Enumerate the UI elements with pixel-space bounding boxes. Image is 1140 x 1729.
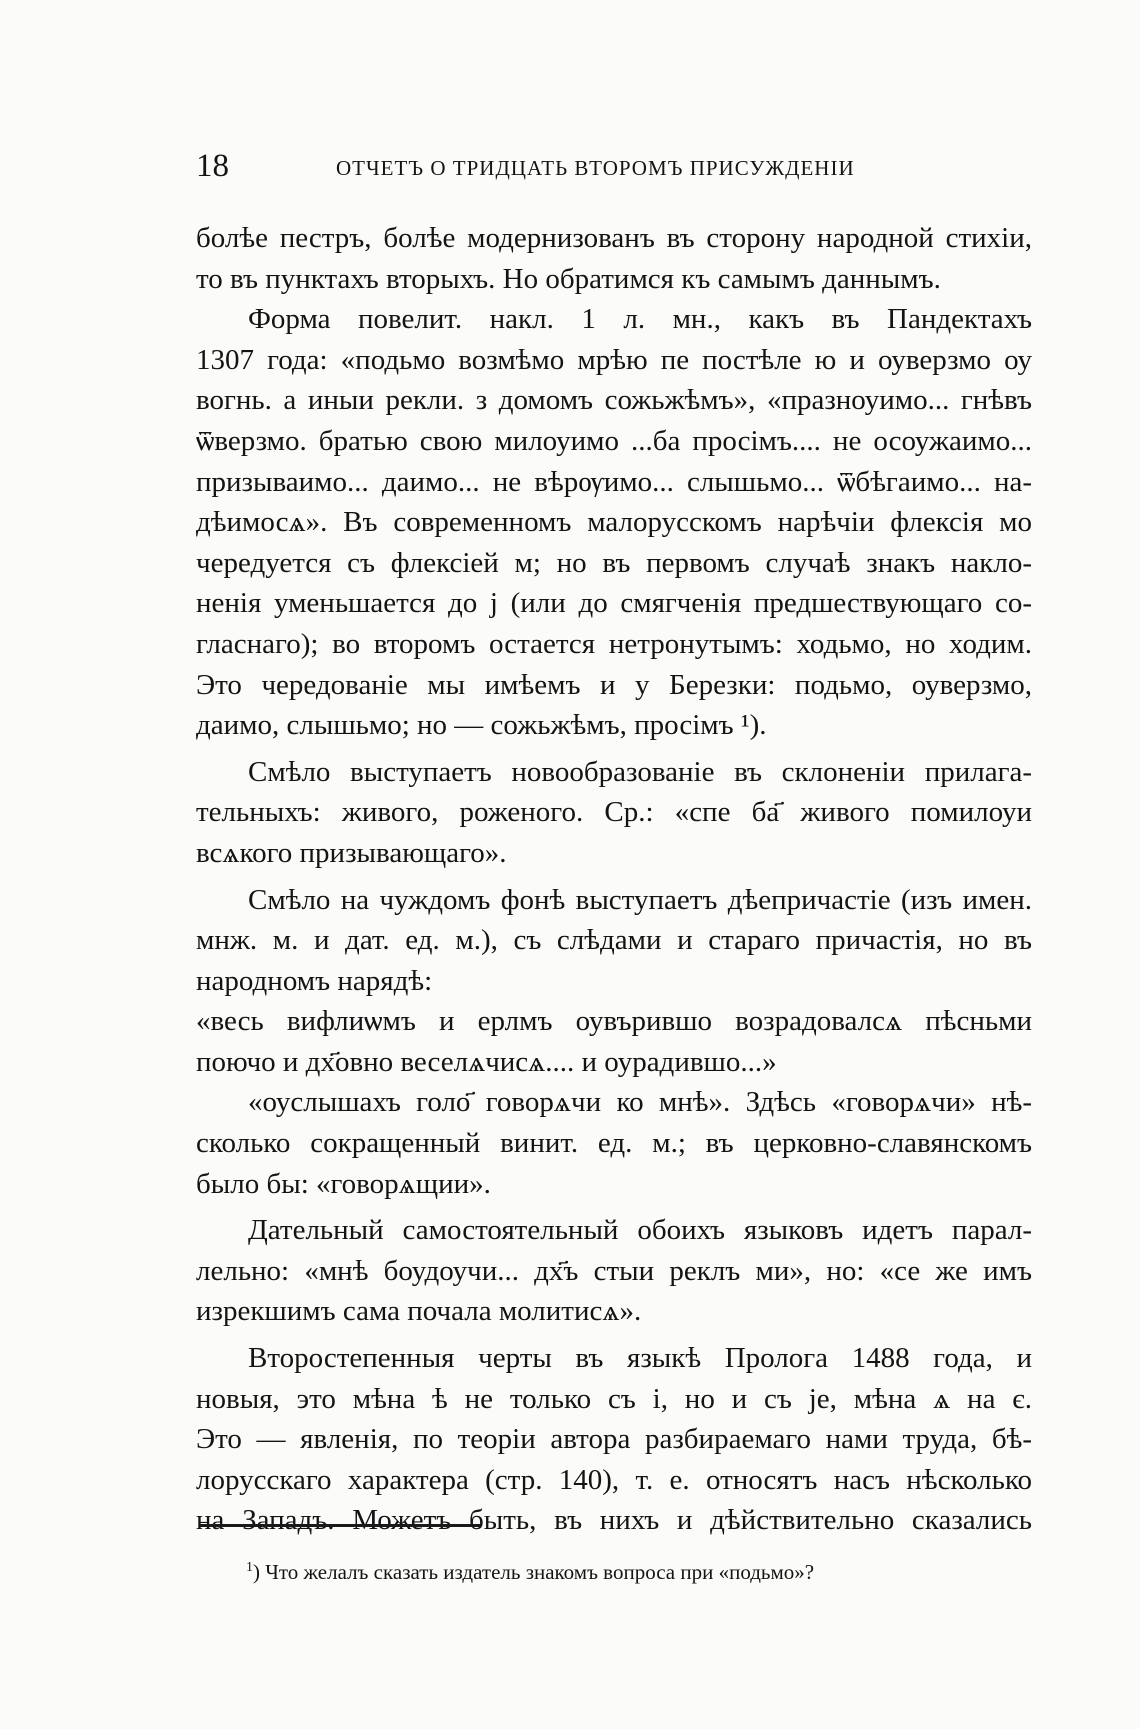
- text-line: изрекшимъ сама почала молитисѧ».: [196, 1295, 642, 1328]
- text-line: лельно: «мнѣ боудоучи... дх҃ъ стыи реклъ ми», но: «се же имъ: [196, 1254, 1032, 1287]
- text-line: всѧкого призывающаго».: [196, 836, 507, 869]
- text-line: новыя, это мѣна ѣ не только съ і, но и съ је, мѣна ѧ на є.: [196, 1382, 1032, 1415]
- text-line: Это — явленія, по теоріи автора разбираемаго нами труда, бѣ-: [196, 1423, 1032, 1456]
- text-line: дѣимосѧ». Въ современномъ малорусскомъ нарѣчіи флексія мо: [196, 506, 1032, 539]
- body-text: [196, 218, 1032, 1541]
- text-line: Форма повелит. накл. 1 л. мн., какъ въ Пандектахъ: [248, 303, 1032, 336]
- text-line: ѿверзмо. братью свою милоуимо ...ба просімъ.... не осоужаимо...: [196, 424, 1032, 457]
- text-line: лорусскаго характера (стр. 140), т. е. относятъ насъ нѣсколько: [196, 1463, 1032, 1496]
- text-line: призываимо... даимо... не вѣрѹимо... слышьмо... ѿбѣгаимо... на-: [196, 465, 1032, 498]
- footnote-divider: [200, 1524, 480, 1527]
- text-line: вогнь. а иныи рекли. з домомъ сожьжѣмъ», «празноуимо... гнѣвъ: [196, 384, 1032, 417]
- text-line: на Западъ. Можетъ быть, въ нихъ и дѣйствительно сказались: [196, 1504, 1032, 1537]
- running-head: ОТЧЕТЪ О ТРИДЦАТЬ ВТОРОМЪ ПРИСУЖДЕНІИ: [336, 156, 855, 180]
- text-line: болѣе пестръ, болѣе модернизованъ въ сторону народной стихіи,: [196, 222, 1032, 254]
- page-header: [196, 148, 1032, 188]
- text-line: тельныхъ: живого, роженого. Ср.: «спе ба҃ живого помилоуи: [196, 796, 1032, 829]
- text-line: гласнаго); во второмъ остается нетронутымъ: ходьмо, но ходим.: [196, 627, 1032, 660]
- page-number: 18: [196, 148, 229, 184]
- text-line: Смѣло выступаетъ новообразованіе въ склоненіи прилага-: [248, 755, 1032, 788]
- text-line: мнж. м. и дат. ед. м.), съ слѣдами и стараго причастія, но въ: [196, 924, 1032, 957]
- text-line: народномъ нарядѣ:: [196, 964, 433, 997]
- text-line: Второстепенныя черты въ языкѣ Пролога 1488 года, и: [248, 1342, 1032, 1375]
- footnote: [246, 1560, 814, 1585]
- text-line: было бы: «говорѧщии».: [196, 1167, 491, 1200]
- footnote-marker: 1: [246, 1560, 253, 1575]
- text-line: Дательный самостоятельный обоихъ языковъ идетъ парал-: [248, 1214, 1032, 1247]
- text-line: ненія уменьшается до ј (или до смягченія предшествующаго со-: [196, 587, 1032, 620]
- text-line: сколько сокращенный винит. ед. м.; въ церковно-славянскомъ: [196, 1127, 1032, 1160]
- footnote-text: ) Что желалъ сказать издатель знакомъ вопроса при «подьмо»?: [253, 1560, 815, 1584]
- text-line: 1307 года: «подьмо возмѣмо мрѣю пе постѣле ю и оуверзмо оу: [196, 343, 1032, 376]
- text-line: то въ пунктахъ вторыхъ. Но обратимся къ самымъ даннымъ.: [196, 262, 941, 295]
- text-line: «оуслышахъ голо҃ говорѧчи ко мнѣ». Здѣсь «говорѧчи» нѣ-: [248, 1086, 1032, 1119]
- text-line: Смѣло на чуждомъ фонѣ выступаетъ дѣепричастіе (изъ имен.: [248, 883, 1032, 916]
- text-line: даимо, слышьмо; но — сожьжѣмъ, просімъ ¹).: [196, 709, 767, 742]
- text-line: поючо и дх҃овно веселѧчисѧ.... и оурадившо...»: [196, 1045, 777, 1078]
- text-line: «весь вифлиѡмъ и ерлмъ оувърившо возрадовалсѧ пѣсньми: [196, 1005, 1032, 1038]
- text-line: Это чередованіе мы имѣемъ и у Березки: подьмо, оуверзмо,: [196, 668, 1032, 701]
- text-line: чередуется съ флексіей м; но въ первомъ случаѣ знакъ накло-: [196, 546, 1032, 579]
